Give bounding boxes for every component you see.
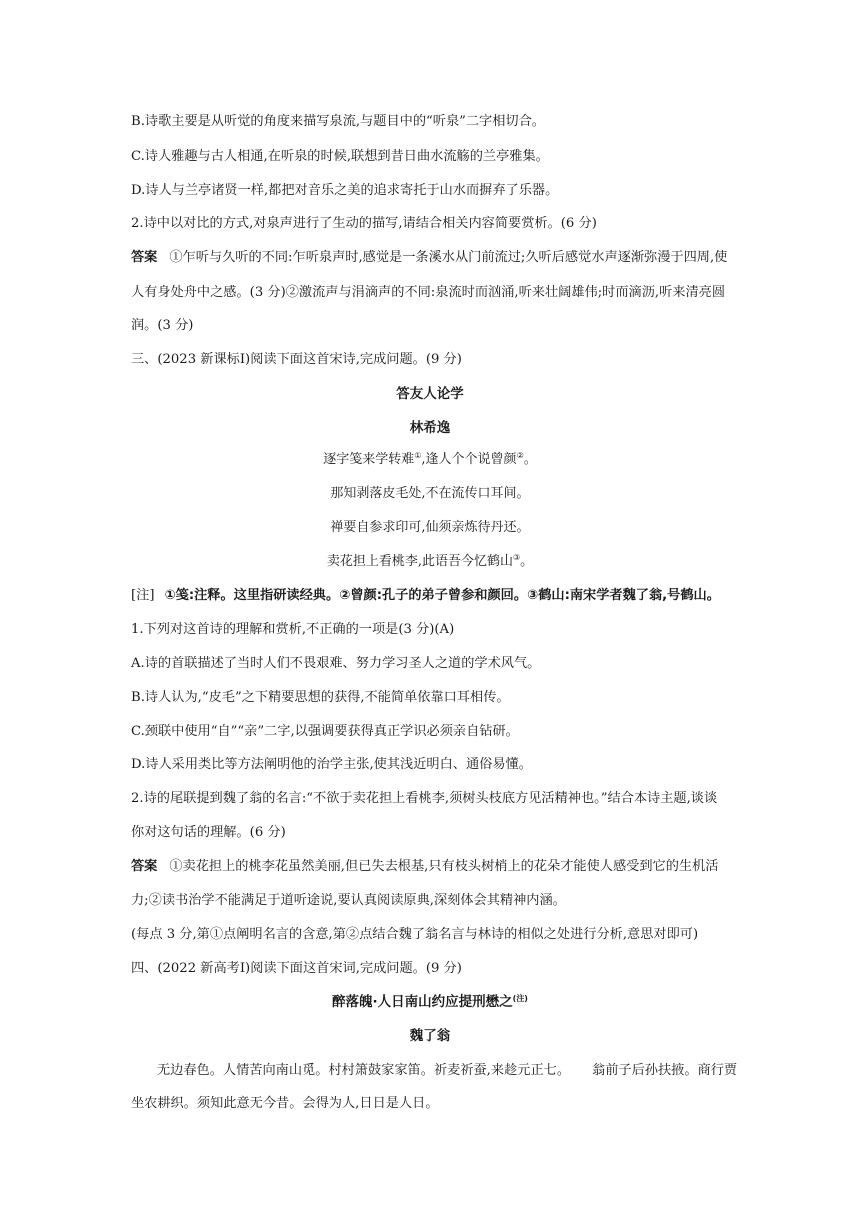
section-3-header: 三、(2023 新课标Ⅰ)阅读下面这首宋诗,完成问题。(9 分) <box>131 352 462 367</box>
answer-line-1 <box>131 859 718 875</box>
question-2: 2.诗中以对比的方式,对泉声进行了生动的描写,请结合相关内容简要赏析。(6 分) <box>131 216 597 231</box>
note-text: ①笺:注释。这里指研读经典。②曾颜:孔子的弟子曾参和颜回。③鹤山:南宋学者魏了翁,号鹤山。 <box>164 588 720 603</box>
answer-line-2: 人有身处舟中之感。(3 分)②激流声与涓滴声的不同:泉流时而汹涌,听来壮阔雄伟;时而滴沥,听来清亮圆 <box>131 285 726 300</box>
poem-text: 。 <box>520 554 534 569</box>
option-c: C.颈联中使用“自”“亲”二字,以强调要获得真正学识必须亲自钻研。 <box>131 724 519 739</box>
poem-notes <box>131 588 720 604</box>
section-4-header: 四、(2022 新高考Ⅰ)阅读下面这首宋词,完成问题。(9 分) <box>131 961 462 976</box>
option-b: B.诗歌主要是从听觉的角度来描写泉流,与题目中的“听泉”二字相切合。 <box>131 114 545 129</box>
poem-author: 魏了翁 <box>409 1028 451 1044</box>
option-d: D.诗人采用类比等方法阐明他的治学主张,使其浅近明白、通俗易懂。 <box>131 757 532 772</box>
poem-text: 翁前子后孙扶掖。商行贾 <box>592 1063 738 1078</box>
poem-title <box>0 994 860 1010</box>
answer-text: ①卖花担上的桃李花虽然美丽,但已失去根基,只有枝头树梢上的花朵才能使人感受到它的生机活 <box>169 859 719 874</box>
option-c: C.诗人雅趣与古人相通,在听泉的时候,联想到昔日曲水流觞的兰亭雅集。 <box>131 149 549 164</box>
poem-title: 答友人论学 <box>396 386 464 402</box>
poem-line-2: 那知剥落皮毛处,不在流传口耳间。 <box>330 486 530 501</box>
poem-line-3: 禅要自参求印可,仙须亲炼待丹还。 <box>330 520 530 535</box>
poem-text: 无边春色。人情苦向南山觅。村村箫鼓家家笛。祈麦祈蚕,来趁元正七。 <box>157 1063 571 1078</box>
poem-text: 。 <box>523 452 537 467</box>
note-label: [注] <box>131 588 155 603</box>
footnote-marker: ② <box>516 451 524 460</box>
poem-text: ,逢人个个说曾颜 <box>421 452 517 467</box>
poem-text: 逐字笺来学转难 <box>323 452 415 467</box>
question-2-line-1: 2.诗的尾联提到魏了翁的名言:“不欲于卖花担上看桃李,须树头枝底方见活精神也。”结合本诗主题,谈谈 <box>131 791 718 806</box>
footnote-marker: ① <box>414 451 422 460</box>
poem-author: 林希逸 <box>409 420 451 436</box>
footnote-marker: (注) <box>512 994 528 1003</box>
question-2-line-2: 你对这句话的理解。(6 分) <box>131 825 286 840</box>
poem-title-text: 醉落魄·人日南山约应提刑懋之 <box>332 994 513 1010</box>
option-b: B.诗人认为,“皮毛”之下精要思想的获得,不能简单依靠口耳相传。 <box>131 690 510 705</box>
option-a: A.诗的首联描述了当时人们不畏艰难、努力学习圣人之道的学术风气。 <box>131 656 541 671</box>
answer-line-2: 力;②读书治学不能满足于道听途说,要认真阅读原典,深刻体会其精神内涵。 <box>131 893 566 908</box>
answer-label: 答案 <box>131 250 158 265</box>
poem-text: 卖花担上看桃李,此语吾今忆鹤山 <box>326 554 513 569</box>
poem-text-line-2: 坐农耕织。须知此意无今昔。会得为人,日日是人日。 <box>131 1096 439 1111</box>
poem-line-4 <box>0 554 860 570</box>
answer-text: ①乍听与久听的不同:乍听泉声时,感觉是一条溪水从门前流过;久听后感觉水声逐渐弥漫于四周,使 <box>169 250 728 265</box>
answer-line-3: (每点 3 分,第①点阐明名言的含意,第②点结合魏了翁名言与林诗的相似之处进行分析,意思对即可) <box>131 927 699 942</box>
poem-line-1 <box>0 452 860 468</box>
poem-text-line-1 <box>131 1063 737 1079</box>
answer-line-3: 润。(3 分) <box>131 318 194 333</box>
option-d: D.诗人与兰亭诸贤一样,都把对音乐之美的追求寄托于山水而摒弃了乐器。 <box>131 183 559 198</box>
answer-label: 答案 <box>131 859 158 874</box>
question-1: 1.下列对这首诗的理解和赏析,不正确的一项是(3 分)(A) <box>131 622 455 637</box>
footnote-marker: ③ <box>512 553 521 562</box>
answer-line-1 <box>131 250 727 266</box>
